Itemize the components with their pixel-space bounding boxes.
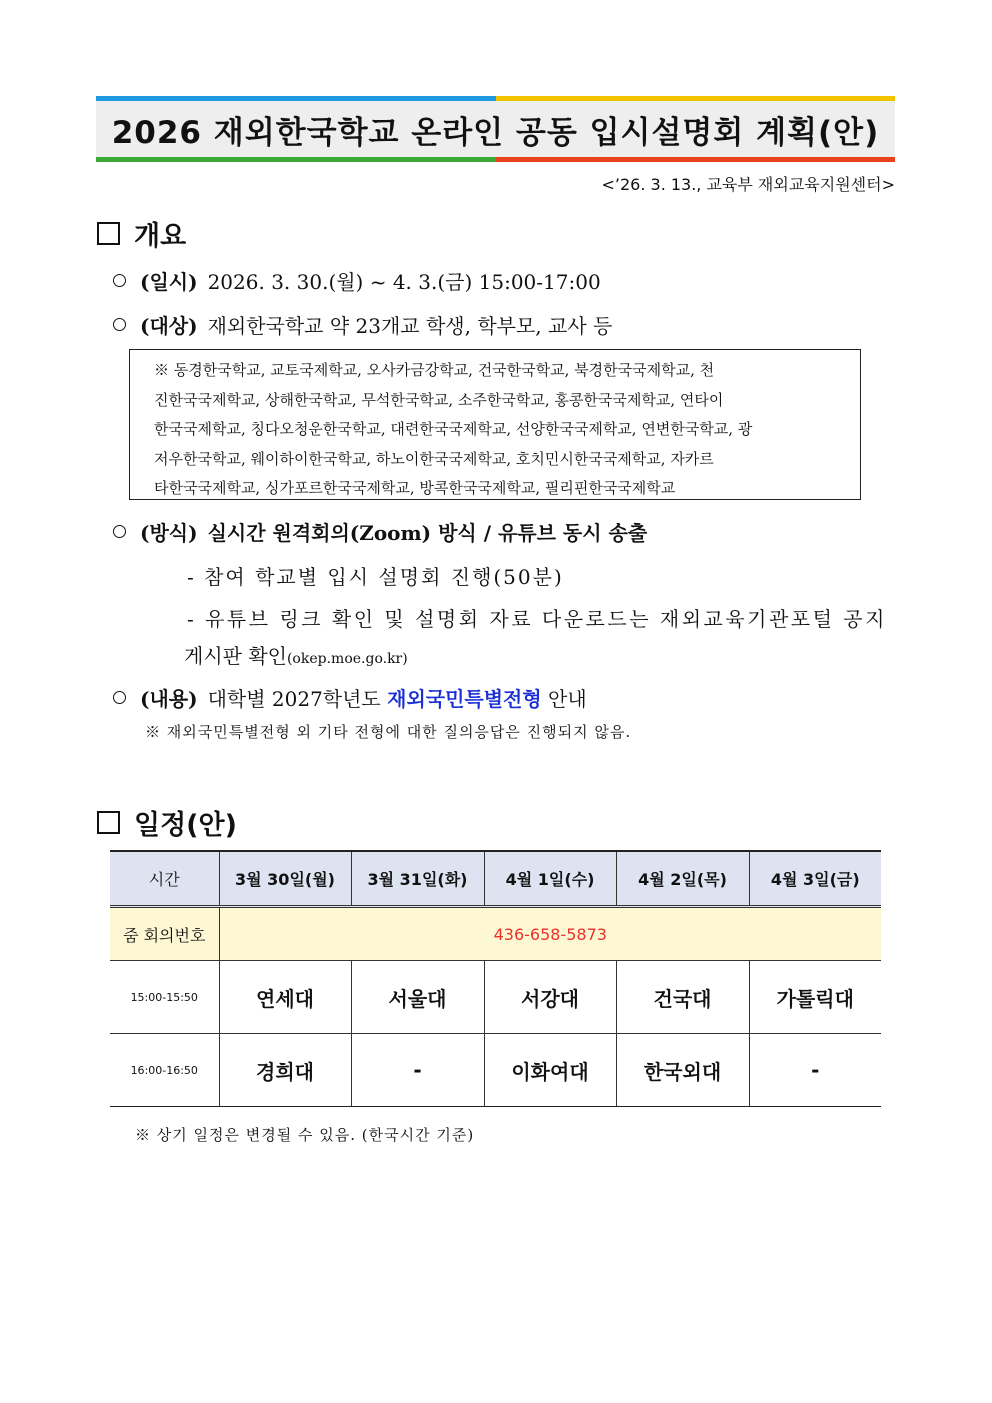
schedule-note: ※ 상기 일정은 변경될 수 있음. (한국시간 기준): [135, 1126, 475, 1144]
school-line: ※ 동경한국학교, 교토국제학교, 오사카금강학교, 건국한국학교, 북경한국국제학교, 천: [154, 361, 715, 379]
item-label: (대상): [140, 314, 198, 338]
item-content: [113, 683, 587, 712]
section-title: 일정(안): [134, 810, 237, 841]
item-text-end: 안내: [548, 687, 587, 711]
item-text: 대학별 2027학년도: [207, 687, 381, 711]
circle-bullet-icon: [113, 691, 126, 704]
column-header: 4월 3일(금): [749, 851, 881, 907]
title-bar-green: [96, 157, 496, 162]
table-row: [110, 1034, 881, 1107]
section-title: 개요: [134, 221, 187, 252]
zoom-row: [110, 907, 881, 961]
school-line: 타한국국제학교, 싱가포르한국국제학교, 방콕한국국제학교, 필리핀한국국제학교: [154, 479, 676, 497]
item-text: 재외한국학교 약 23개교 학생, 학부모, 교사 등: [207, 314, 613, 338]
method-sub-text: 게시판 확인: [184, 644, 287, 668]
item-text: 2026. 3. 30.(월) ~ 4. 3.(금) 15:00-17:00: [207, 270, 601, 294]
method-sub-item-2-cont: [184, 640, 408, 669]
item-target: [113, 310, 612, 339]
university-cell: 서강대: [484, 961, 616, 1034]
zoom-label: 줌 회의번호: [110, 907, 219, 961]
column-header: 4월 1일(수): [484, 851, 616, 907]
item-label: (일시): [140, 270, 198, 294]
section-heading-overview: [97, 214, 186, 253]
column-header: 4월 2일(목): [616, 851, 749, 907]
column-header: 3월 31일(화): [351, 851, 484, 907]
item-label: (방식): [140, 521, 198, 545]
item-method: [113, 517, 647, 546]
document-subtitle: <’26. 3. 13., 교육부 재외교육지원센터>: [601, 175, 895, 194]
item-text: 실시간 원격회의(Zoom) 방식 / 유튜브 동시 송출: [207, 521, 648, 545]
circle-bullet-icon: [113, 274, 126, 287]
column-header: 시간: [110, 851, 219, 907]
table-header-row: [110, 851, 881, 907]
school-list-box: [129, 349, 861, 500]
zoom-number: 436-658-5873: [219, 907, 881, 961]
method-sub-item-2: - 유튜브 링크 확인 및 설명회 자료 다운로드는 재외교육기관포털 공지: [187, 607, 887, 631]
circle-bullet-icon: [113, 525, 126, 538]
university-cell: -: [749, 1034, 881, 1107]
portal-url: (okep.moe.go.kr): [286, 651, 408, 667]
page-title: 2026 재외한국학교 온라인 공동 입시설명회 계획(안): [96, 101, 895, 157]
time-cell: 15:00-15:50: [110, 961, 219, 1034]
university-cell: 경희대: [219, 1034, 351, 1107]
title-bar-red: [496, 157, 895, 162]
university-cell: 건국대: [616, 961, 749, 1034]
checkbox-square-icon: [97, 811, 120, 834]
checkbox-square-icon: [97, 222, 120, 245]
column-header: 3월 30일(월): [219, 851, 351, 907]
highlight-text: 재외국민특별전형: [387, 687, 542, 711]
content-note: ※ 재외국민특별전형 외 기타 전형에 대한 질의응답은 진행되지 않음.: [145, 723, 632, 741]
section-heading-schedule: [97, 803, 237, 842]
circle-bullet-icon: [113, 318, 126, 331]
university-cell: 한국외대: [616, 1034, 749, 1107]
university-cell: 연세대: [219, 961, 351, 1034]
school-line: 진한국국제학교, 상해한국학교, 무석한국학교, 소주한국학교, 홍콩한국국제학교, 연타이: [154, 390, 724, 409]
method-sub-item-1: - 참여 학교별 입시 설명회 진행(50분): [187, 565, 564, 589]
university-cell: 가톨릭대: [749, 961, 881, 1034]
title-banner: [96, 96, 895, 162]
university-cell: 이화여대: [484, 1034, 616, 1107]
item-label: (내용): [140, 687, 198, 711]
university-cell: 서울대: [351, 961, 484, 1034]
table-row: [110, 961, 881, 1034]
schedule-table: [110, 850, 881, 1107]
time-cell: 16:00-16:50: [110, 1034, 219, 1107]
school-line: 한국국제학교, 칭다오청운한국학교, 대련한국국제학교, 선양한국국제학교, 연변한국학교, 광: [154, 420, 753, 438]
university-cell: -: [351, 1034, 484, 1107]
school-line: 저우한국학교, 웨이하이한국학교, 하노이한국국제학교, 호치민시한국국제학교, 자카르: [154, 449, 714, 468]
item-schedule: [113, 266, 601, 295]
